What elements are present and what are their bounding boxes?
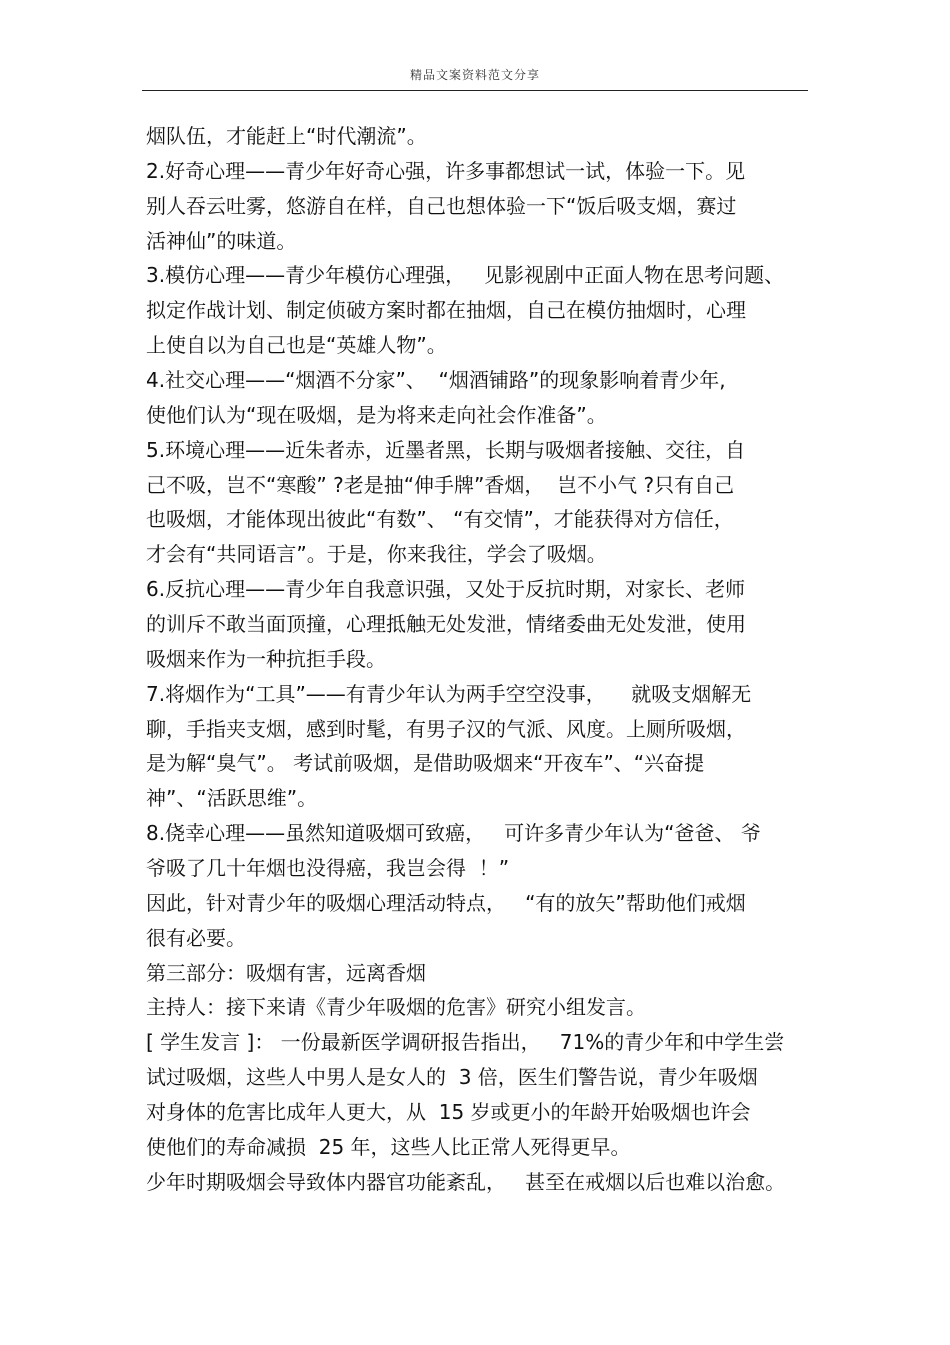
text-line: 爷吸了几十年烟也没得癌，我岂会得 ！” [146,856,510,881]
text-line: 神”、“活跃思维”。 [146,786,318,811]
text-line: 7.将烟作为“工具”——有青少年认为两手空空没事， 就吸支烟解无 [146,681,752,706]
text-line: 8.侥幸心理——虽然知道吸烟可致癌， 可许多青少年认为“爸爸、 爷 [146,821,761,846]
body-text [146,119,816,1200]
text-line: 使他们的寿命减损 25 年，这些人比正常人死得更早。 [146,1134,631,1159]
text-line: 使他们认为“现在吸烟，是为将来走向社会作准备”。 [146,402,607,427]
text-line: 5.环境心理——近朱者赤，近墨者黑，长期与吸烟者接触、交往，自 [146,437,746,462]
page-header: 精品文案资料范文分享 [409,68,540,82]
header-divider [142,90,808,91]
text-line: 是为解“臭气”。 考试前吸烟，是借助吸烟来“开夜车”、“兴奋提 [146,751,705,776]
text-line: 3.模仿心理——青少年模仿心理强， 见影视剧中正面人物在思考问题、 [146,263,785,288]
text-line: [ 学生发言 ]： 一份最新医学调研报告指出， 71%的青少年和中学生尝 [146,1030,785,1055]
text-line: 4.社交心理——“烟酒不分家”、 “烟酒铺路”的现象影响着青少年, [146,368,726,393]
text-line: 2.好奇心理——青少年好奇心强，许多事都想试一试，体验一下。见 [146,158,746,183]
text-line: 的训斥不敢当面顶撞，心理抵触无处发泄，情绪委曲无处发泄，使用 [146,612,746,637]
text-line: 因此，针对青少年的吸烟心理活动特点， “有的放矢”帮助他们戒烟 [146,890,746,915]
text-line: 主持人：接下来请《青少年吸烟的危害》研究小组发言。 [146,995,646,1020]
text-line: 吸烟来作为一种抗拒手段。 [146,646,386,671]
text-line: 6.反抗心理——青少年自我意识强，又处于反抗时期，对家长、老师 [146,577,746,602]
text-line: 别人吞云吐雾，悠游自在样，自己也想体验一下“饭后吸支烟，赛过 [146,193,737,218]
text-line: 少年时期吸烟会导致体内器官功能紊乱， 甚至在戒烟以后也难以治愈。 [146,1169,786,1194]
text-line: 烟队伍，才能赶上“时代潮流”。 [146,124,427,148]
text-line: 才会有“共同语言”。于是，你来我往，学会了吸烟。 [146,542,607,567]
text-line: 聊，手指夹支烟，感到时髦，有男子汉的气派、风度。上厕所吸烟， [146,716,746,741]
text-line: 对身体的危害比成年人更大，从 15 岁或更小的年龄开始吸烟也许会 [146,1100,751,1125]
text-line: 己不吸，岂不“寒酸” ?老是抽“伸手牌”香烟， 岂不小气 ?只有自己 [146,472,735,497]
text-line: 很有必要。 [146,925,246,950]
text-line: 试过吸烟，这些人中男人是女人的 3 倍，医生们警告说，青少年吸烟 [146,1065,758,1090]
text-line: 拟定作战计划、制定侦破方案时都在抽烟，自己在模仿抽烟时，心理 [146,298,746,323]
section-heading: 第三部分：吸烟有害，远离香烟 [146,960,426,985]
text-line: 活神仙”的味道。 [146,228,297,253]
text-line: 也吸烟，才能体现出彼此“有数”、 “有交情”，才能获得对方信任， [146,507,734,532]
text-line: 上使自以为自己也是“英雄人物”。 [146,333,447,358]
